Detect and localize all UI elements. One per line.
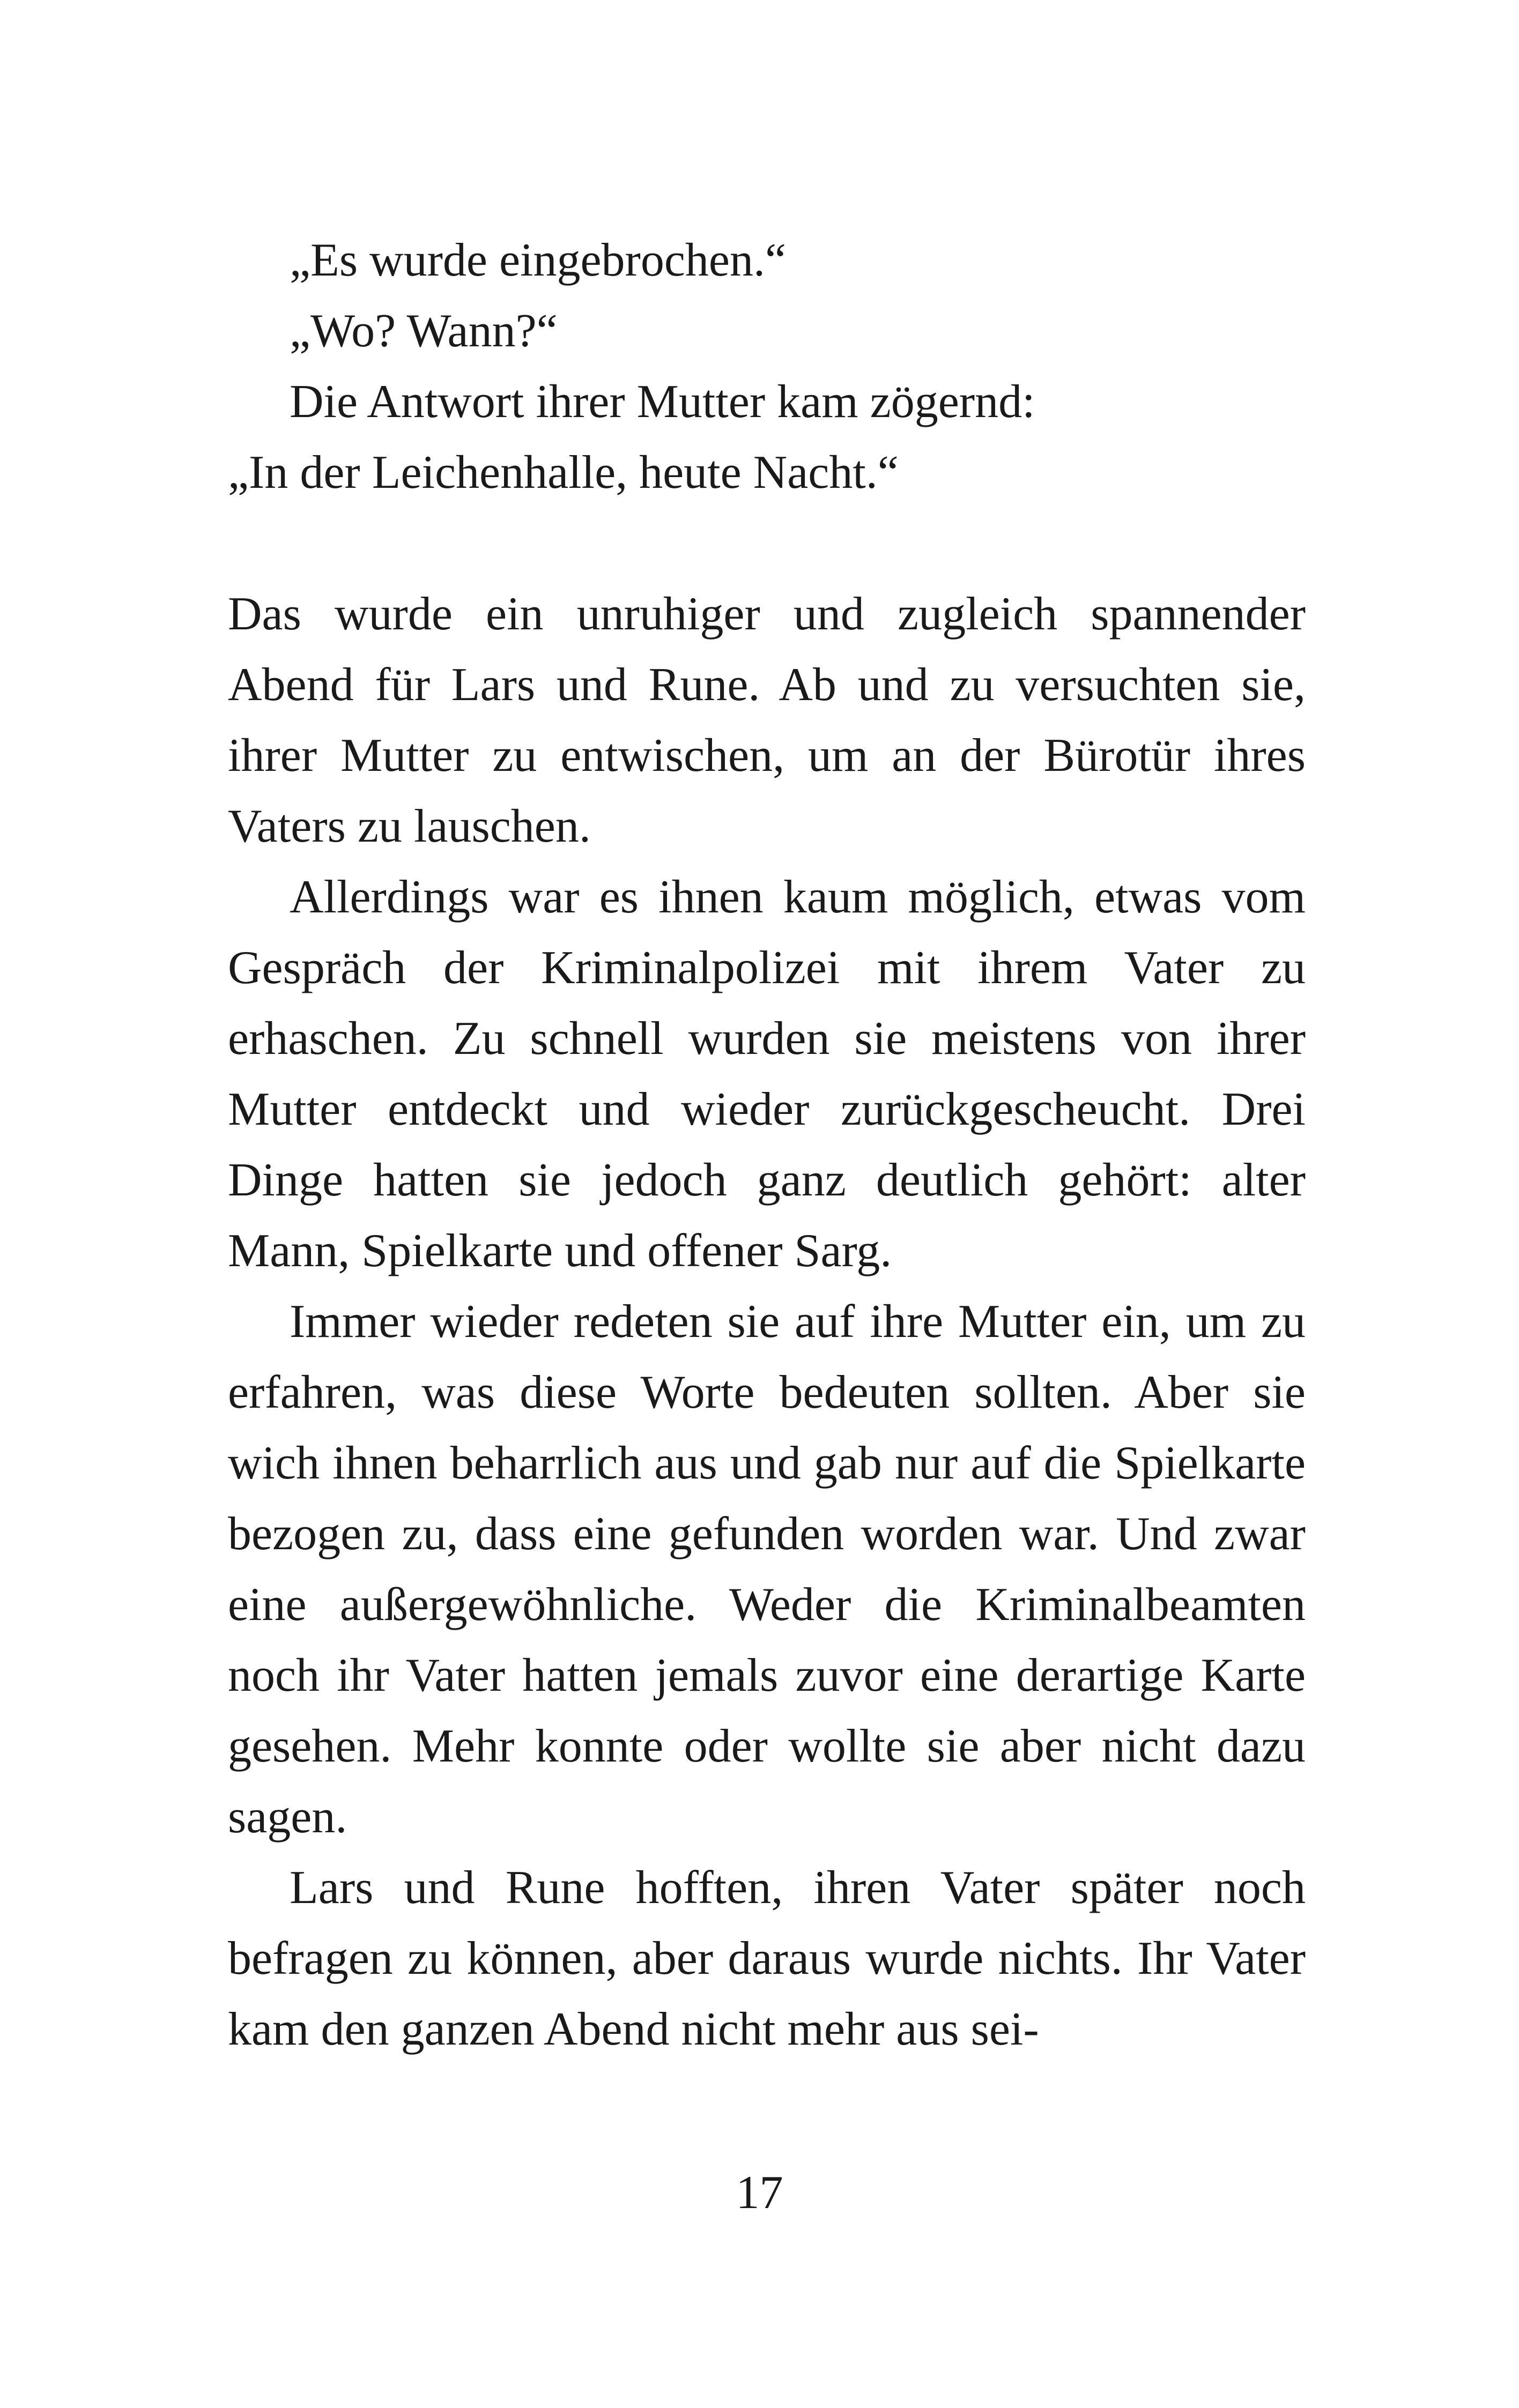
paragraph: Lars und Rune hofften, ihren Vater später noch befragen zu können, aber daraus wurde nichts. Ihr Vater kam den ganzen Abend nicht mehr aus sei- xyxy=(228,1862,1306,2055)
dialogue-line: Die Antwort ihrer Mutter kam zögernd: xyxy=(290,376,1035,428)
dialogue-line: „Wo? Wann?“ xyxy=(290,305,558,357)
dialogue-line: „In der Leichenhalle, heute Nacht.“ xyxy=(228,447,899,499)
paragraph: Immer wieder redeten sie auf ihre Mutter ein, um zu erfahren, was diese Worte bedeuten sollten. Aber sie wich ihnen beharrlich aus und gab nur auf die Spielkarte bezogen zu, dass eine gefunden worden war. Und zwar eine außergewöhnliche. Weder die Kriminalbeamten noch ihr Vater hatten jemals zuvor eine derartige Karte gesehen. Mehr konnte oder wollte sie aber nicht dazu sagen. xyxy=(228,1296,1306,1843)
page-number: 17 xyxy=(736,2167,783,2219)
paragraph: Das wurde ein unruhiger und zugleich spannender Abend für Lars und Rune. Ab und zu versuchten sie, ihrer Mutter zu entwischen, um an der Bürotür ihres Vaters zu lauschen. xyxy=(228,588,1306,852)
dialogue-line: „Es wurde eingebrochen.“ xyxy=(290,234,787,286)
page-text xyxy=(228,225,1306,2065)
section-break xyxy=(228,508,1306,579)
paragraph: Allerdings war es ihnen kaum möglich, etwas vom Gespräch der Kriminalpolizei mit ihrem Vater zu erhaschen. Zu schnell wurden sie meistens von ihrer Mutter entdeckt und wieder zurückgescheucht. Drei Dinge hatten sie jedoch ganz deutlich gehört: alter Mann, Spielkarte und offener Sarg. xyxy=(228,871,1306,1277)
